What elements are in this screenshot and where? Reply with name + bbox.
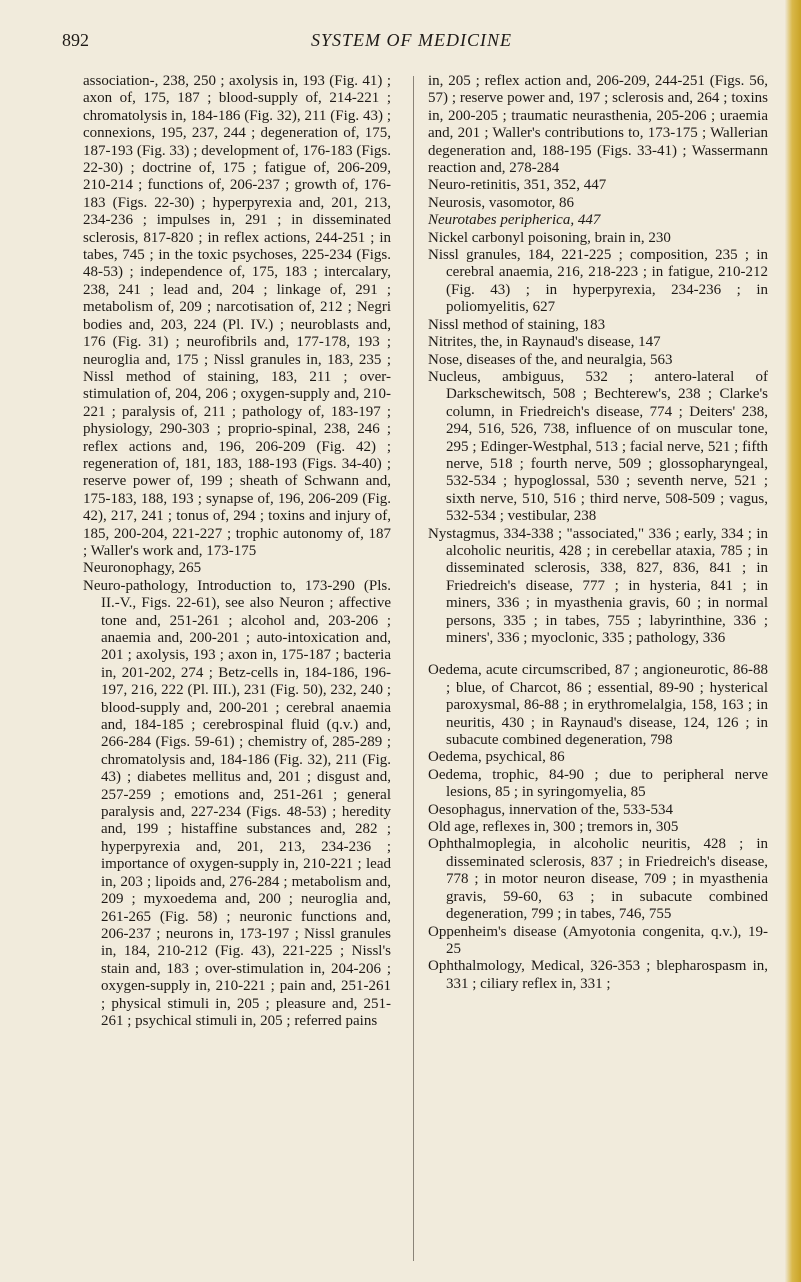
index-right-column (428, 73, 768, 993)
index-entry: Nickel carbonyl poisoning, brain in, 230 (428, 229, 671, 246)
running-title: SYSTEM OF MEDICINE (311, 30, 512, 50)
page-header (62, 30, 761, 54)
index-entry: Nucleus, ambiguus, 532 ; antero-lateral of Darkschewitsch, 508 ; Bechterew's, 238 ; Clarke's column, in Friedreich's disease, 774 ; Deiters' 238, 294, 516, 526, 738, influence of on muscular tone, 295 ; Edinger-Westphal, 513 ; facial nerve, 521 ; fifth nerve, 518 ; fourth nerve, 509 ; glossopharyngeal, 532-534 ; hypoglossal, 530 ; seventh nerve, 521 ; sixth nerve, 510, 516 ; third nerve, 508-509 ; vagus, 532-534 ; vestibular, 238 (428, 368, 768, 525)
index-entry: Ophthalmoplegia, in alcoholic neuritis, 428 ; in disseminated sclerosis, 837 ; in Friedreich's disease, 778 ; in motor neuron disease, 709 ; in myasthenia gravis, 59-60, 63 ; in subacute combined degeneration, 799 ; in tabes, 746, 755 (428, 836, 768, 923)
index-entry: Nitrites, the, in Raynaud's disease, 147 (428, 334, 661, 351)
index-entry: association-, 238, 250 ; axolysis in, 193 (Fig. 41) ; axon of, 175, 187 ; blood-supply of, 214-221 ; chromatolysis in, 184-186 (Fig. 32), 211 (Fig. 43) ; connexions, 195, 237, 244 ; degeneration of, 175, 187-193 (Fig. 33) ; development of, 176-183 (Figs. 22-30) ; doctrine of, 175 ; fatigue of, 206-209, 210-214 ; functions of, 206-237 ; growth of, 176-183 (Figs. 22-30) ; hyperpyrexia and, 201, 213, 234-236 ; impulses in, 291 ; in disseminated sclerosis, 817-820 ; in reflex actions, 244-251 ; in tabes, 745 ; in the toxic psychoses, 225-234 (Figs. 48-53) ; independence of, 175, 183 ; intercalary, 238, 241 ; lead and, 204 ; linkage of, 291 ; metabolism of, 209 ; narcotisation of, 212 ; Negri bodies and, 203, 224 (Pl. IV.) ; neuroblasts and, 176 (Fig. 31) ; neurofibrils and, 177-178, 193 ; neuroglia and, 175 ; Nissl granules in, 183, 235 ; Nissl method of staining, 183, 211 ; over-stimulation of, 204, 206 ; oxygen-supply and, 210-221 ; paralysis of, 211 ; pathology of, 183-197 ; physiology, 290-303 ; proprio-spinal, 238, 246 ; reflex actions and, 196, 206-209 (Fig. 42) ; regeneration of, 181, 183, 188-193 (Figs. 34-40) ; reserve power of, 199 ; sheath of Schwann and, 175-183, 188, 193 ; synapse of, 196, 206-209 (Fig. 42), 217, 241 ; tonus of, 294 ; toxins and injury of, 185, 200-204, 221-227 ; trophic autonomy of, 187 ; Waller's work and, 173-175 (83, 73, 391, 559)
index-entry: Neuronophagy, 265 (83, 560, 202, 577)
index-entry: Oedema, acute circumscribed, 87 ; angioneurotic, 86-88 ; blue, of Charcot, 86 ; essential, 89-90 ; hysterical paroxysmal, 86-88 ; in erythromelalgia, 158, 163 ; in neuritis, 430 ; in Raynaud's disease, 124, 126 ; in subacute combined degeneration, 798 (428, 662, 768, 749)
index-entry: Oedema, trophic, 84-90 ; due to peripheral nerve lesions, 85 ; in syringomyelia, 85 (428, 766, 768, 801)
index-entry: Oppenheim's disease (Amyotonia congenita, q.v.), 19-25 (428, 923, 768, 957)
index-entry: Nissl granules, 184, 221-225 ; composition, 235 ; in cerebral anaemia, 216, 218-223 ; in fatigue, 210-212 (Fig. 43) ; in hyperpyrexia, 234-236 ; in poliomyelitis, 627 (428, 247, 768, 316)
index-entry: Neurosis, vasomotor, 86 (428, 194, 575, 211)
index-entry: Ophthalmology, Medical, 326-353 ; blepharospasm in, 331 ; ciliary reflex in, 331 ; (428, 958, 768, 992)
page-number: 892 (62, 30, 89, 50)
index-entry: Nose, diseases of the, and neuralgia, 563 (428, 351, 673, 368)
index-entry: Nystagmus, 334-338 ; "associated," 336 ; early, 334 ; in alcoholic neuritis, 428 ; in cerebellar ataxia, 785 ; in disseminated sclerosis, 338, 827, 836, 841 ; in Friedreich's disease, 777 ; in hysteria, 841 ; in miners, 336 ; in myasthenia gravis, 60 ; in normal persons, 335 ; in tabes, 755 ; labyrinthine, 336 ; miners', 336 ; myoclonic, 335 ; pathology, 336 (428, 525, 768, 646)
index-entry: Oedema, psychical, 86 (428, 749, 565, 766)
index-left-column (83, 73, 391, 1030)
index-entry: Neurotabes peripherica, 447 (428, 212, 601, 229)
index-entry: Old age, reflexes in, 300 ; tremors in, 305 (428, 819, 679, 836)
column-divider (413, 76, 414, 1261)
section-gap (428, 647, 768, 662)
index-entry: Nissl method of staining, 183 (428, 316, 606, 333)
page-edge-strip (785, 0, 801, 1282)
index-entry: Neuro-retinitis, 351, 352, 447 (428, 177, 607, 194)
index-entry: Neuro-pathology, Introduction to, 173-290 (Pls. II.-V., Figs. 22-61), see also Neuron ; affective tone and, 251-261 ; alcohol and, 203-206 ; anaemia and, 200-201 ; auto-intoxication and, 201 ; axolysis, 193 ; axon in, 175-187 ; bacteria in, 201-202, 274 ; Betz-cells in, 184-186, 196-197, 216, 222 (Pl. III.), 231 (Fig. 50), 232, 240 ; blood-supply and, 200-201 ; cerebral anaemia and, 184-185 ; cerebrospinal fluid (q.v.) and, 266-284 (Figs. 59-61) ; chemistry of, 285-289 ; chromatolysis and, 184-186 (Fig. 32), 211 (Fig. 43) ; diabetes mellitus and, 201 ; disgust and, 257-259 ; emotions and, 251-261 ; general paralysis and, 227-234 (Figs. 48-53) ; heredity and, 199 ; histaffine substances and, 282 ; hyperpyrexia and, 201, 213, 234-236 ; importance of oxygen-supply in, 210-221 ; lead in, 203 ; lipoids and, 276-284 ; metabolism and, 209 ; myxoedema and, 200 ; neuroglia and, 261-265 (Fig. 58) ; neuronic functions and, 206-237 ; neurons in, 173-197 ; Nissl granules in, 184, 210-212 (Fig. 43), 221-225 ; Nissl's stain and, 183 ; over-stimulation in, 204-206 ; oxygen-supply in, 210-221 ; pain and, 251-261 ; physical stimuli in, 205 ; pleasure and, 251-261 ; psychical stimuli in, 205 ; referred pains (83, 577, 391, 1029)
index-entry: Oesophagus, innervation of the, 533-534 (428, 801, 673, 818)
index-entry: in, 205 ; reflex action and, 206-209, 244-251 (Figs. 56, 57) ; reserve power and, 197 ; sclerosis and, 264 ; toxins in, 200-205 ; traumatic neurasthenia, 205-206 ; uraemia and, 201 ; Waller's contributions to, 173-175 ; Wallerian degeneration and, 188-195 (Figs. 33-41) ; Wassermann reaction and, 278-284 (428, 73, 768, 177)
